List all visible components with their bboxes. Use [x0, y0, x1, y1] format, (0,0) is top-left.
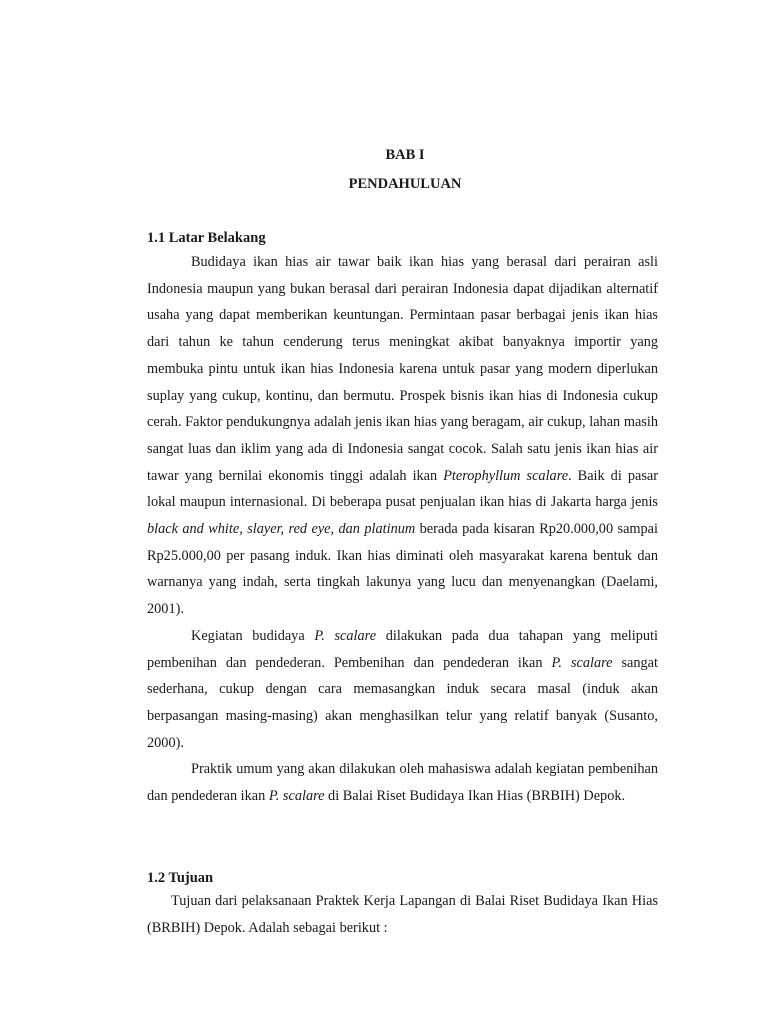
paragraph: [147, 888, 658, 941]
text-segment: . Baik di pasar lokal maupun internasional. Di beberapa pusat penjualan ikan hias di Jakarta harga jenis: [147, 467, 658, 511]
chapter-number: BAB I: [385, 147, 425, 163]
section-body-tujuan: [147, 888, 658, 941]
text-segment: Tujuan dari pelaksanaan Praktek Kerja Lapangan di Balai Riset Budidaya Ikan Hias (BRBIH) Depok. Adalah sebagai berikut :: [147, 893, 658, 936]
scientific-name: P. scalare: [268, 788, 325, 805]
variety-names: black and white, slayer, red eye, dan platinum: [147, 521, 416, 538]
scientific-name: P. scalare: [314, 627, 377, 644]
scientific-name: Pterophyllum scalare: [443, 467, 569, 484]
text-segment: sangat sederhana, cukup dengan cara memasangkan induk secara masal (induk akan berpasangan masing-masing) akan menghasilkan telur yang relatif banyak (Susanto, 2000).: [147, 654, 658, 751]
paragraph: [147, 756, 658, 809]
paragraph: [147, 623, 658, 757]
text-segment: di Balai Riset Budidaya Ikan Hias (BRBIH) Depok.: [324, 788, 626, 805]
text-segment: Budidaya ikan hias air tawar baik ikan hias yang berasal dari perairan asli Indonesia maupun yang bukan berasal dari perairan Indonesia dapat dijadikan alternatif usaha yang dapat memberikan keuntungan. Permintaan pasar berbagai jenis ikan hias dari tahun ke tahun cenderung terus meningkat akibat banyaknya importir yang membuka pintu untuk ikan hias Indonesia karena untuk pasar yang modern diperlukan suplay yang cukup, kontinu, dan bermutu. Prospek bisnis ikan hias di Indonesia cukup cerah. Faktor pendukungnya adalah jenis ikan hias yang beragam, air cukup, lahan masih sangat luas dan iklim yang ada di Indonesia sangat cocok. Salah satu jenis ikan hias air tawar yang bernilai ekonomis tinggi adalah ikan: [147, 254, 658, 484]
paragraph: [147, 249, 658, 623]
section-heading-tujuan: 1.2 Tujuan: [147, 870, 214, 886]
section-heading-latar-belakang: 1.1 Latar Belakang: [147, 230, 266, 246]
scientific-name: P. scalare: [551, 654, 613, 671]
text-segment: Kegiatan budidaya: [191, 627, 315, 644]
chapter-title: PENDAHULUAN: [348, 176, 462, 192]
text-segment: berada pada kisaran Rp20.000,00 sampai Rp25.000,00 per pasang induk. Ikan hias diminati oleh masyarakat karena bentuk dan warnanya yang indah, serta tingkah lakunya yang lucu dan menyenangkan (Daelami, 2001).: [147, 521, 659, 618]
text-segment: Praktik umum yang akan dilakukan oleh mahasiswa adalah kegiatan pembenihan dan pendederan ikan: [147, 761, 658, 805]
section-body-latar-belakang: [147, 249, 658, 810]
text-segment: dilakukan pada dua tahapan yang meliputi pembenihan dan pendederan. Pembenihan dan pendederan ikan: [147, 627, 658, 671]
